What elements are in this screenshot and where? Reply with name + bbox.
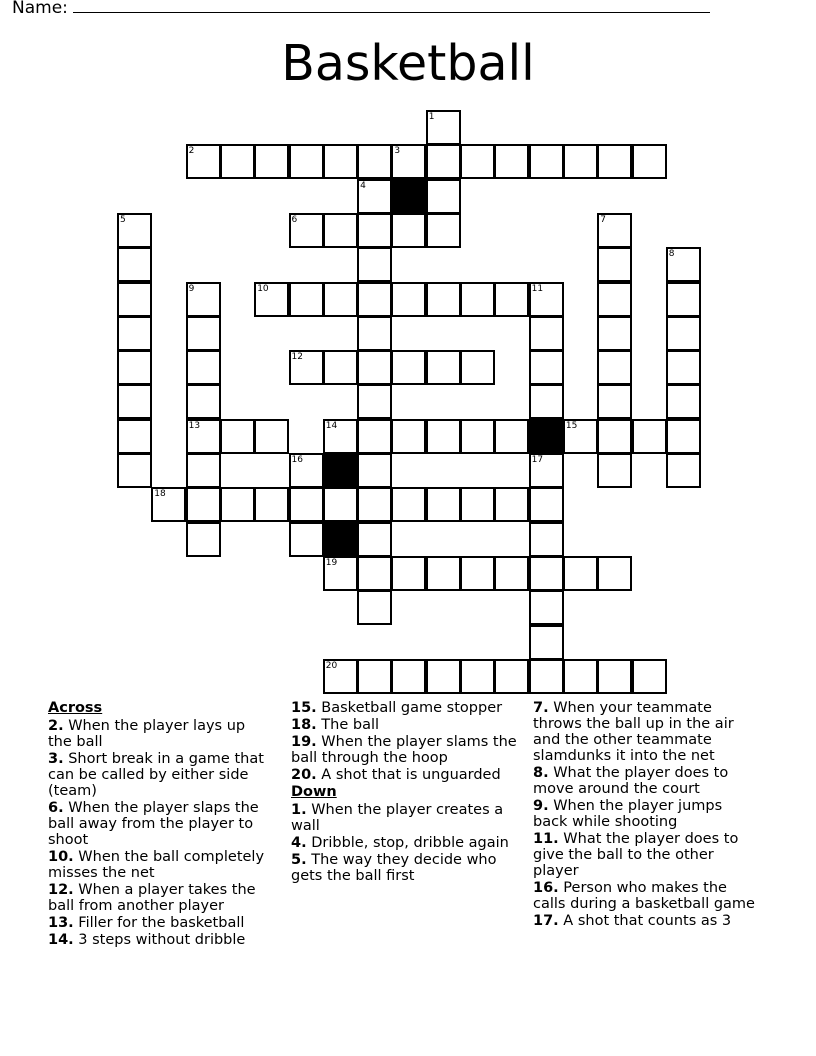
clue-item xyxy=(48,718,273,750)
clue-number: 4. xyxy=(291,835,307,851)
across-clue-list-continued xyxy=(291,700,519,783)
clues-column-2 xyxy=(291,700,519,885)
crossword-cell[interactable] xyxy=(357,316,392,351)
crossword-cell[interactable] xyxy=(289,522,324,557)
down-clue-list-continued xyxy=(533,700,758,929)
clue-number: 8. xyxy=(533,765,549,781)
clue-text: Person who makes the calls during a basketball game xyxy=(533,880,755,912)
crossword-cell[interactable] xyxy=(289,282,324,317)
crossword-cell[interactable] xyxy=(220,419,255,454)
crossword-cell[interactable] xyxy=(289,487,324,522)
crossword-cell[interactable] xyxy=(289,350,324,385)
across-clue-list xyxy=(48,718,273,948)
crossword-cell[interactable] xyxy=(254,144,289,179)
crossword-cell[interactable] xyxy=(597,453,632,488)
crossword-cell[interactable] xyxy=(323,556,358,591)
crossword-cell[interactable] xyxy=(323,659,358,694)
clue-number: 18. xyxy=(291,717,317,733)
clue-item xyxy=(291,852,519,884)
crossword-cell[interactable] xyxy=(357,590,392,625)
crossword-cell[interactable] xyxy=(117,384,152,419)
crossword-cell[interactable] xyxy=(289,213,324,248)
cell-number: 20 xyxy=(325,660,338,671)
cell-number: 11 xyxy=(531,283,544,294)
clue-text: When the player slaps the ball away from the player to shoot xyxy=(48,800,259,848)
crossword-cell[interactable] xyxy=(391,282,426,317)
crossword-cell[interactable] xyxy=(494,556,529,591)
crossword-cell[interactable] xyxy=(117,419,152,454)
clue-item xyxy=(291,767,519,783)
crossword-cell[interactable] xyxy=(186,453,221,488)
crossword-cell[interactable] xyxy=(597,282,632,317)
clue-text: Filler for the basketball xyxy=(73,915,245,931)
clue-text: When the player slams the ball through the hoop xyxy=(291,734,517,766)
name-label: Name: xyxy=(12,0,68,18)
crossword-cell[interactable] xyxy=(426,350,461,385)
crossword-cell[interactable] xyxy=(391,659,426,694)
crossword-cell[interactable] xyxy=(494,282,529,317)
crossword-cell[interactable] xyxy=(357,179,392,214)
crossword-cell[interactable] xyxy=(186,384,221,419)
crossword-cell[interactable] xyxy=(494,659,529,694)
cell-number: 3 xyxy=(394,146,401,157)
crossword-cell[interactable] xyxy=(529,316,564,351)
crossword-cell[interactable] xyxy=(529,282,564,317)
crossword-cell[interactable] xyxy=(460,282,495,317)
down-heading: Down xyxy=(291,784,337,800)
clue-text: When the player lays up the ball xyxy=(48,718,246,750)
clue-number: 3. xyxy=(48,751,64,767)
crossword-cell[interactable] xyxy=(117,350,152,385)
crossword-cell[interactable] xyxy=(529,453,564,488)
crossword-cell[interactable] xyxy=(254,487,289,522)
crossword-cell[interactable] xyxy=(529,590,564,625)
crossword-cell[interactable] xyxy=(426,556,461,591)
crossword-cell[interactable] xyxy=(632,659,667,694)
crossword-cell[interactable] xyxy=(563,659,598,694)
cell-number: 14 xyxy=(325,420,338,431)
clue-number: 17. xyxy=(533,913,559,929)
cell-number: 15 xyxy=(565,420,578,431)
crossword-cell[interactable] xyxy=(666,350,701,385)
crossword-cell[interactable] xyxy=(597,247,632,282)
crossword-cell[interactable] xyxy=(426,659,461,694)
crossword-cell[interactable] xyxy=(494,487,529,522)
clue-text: Short break in a game that can be called by either side (team) xyxy=(48,751,264,799)
crossword-cell[interactable] xyxy=(186,350,221,385)
clue-item xyxy=(48,800,273,848)
clue-text: Basketball game stopper xyxy=(316,700,503,716)
cell-number: 6 xyxy=(291,214,298,225)
clue-item xyxy=(291,734,519,766)
cell-number: 1 xyxy=(428,112,435,122)
cell-number: 17 xyxy=(531,455,544,465)
crossword-cell[interactable] xyxy=(357,350,392,385)
clue-number: 13. xyxy=(48,915,74,931)
clue-number: 14. xyxy=(48,932,74,948)
clue-text: When the ball completely misses the net xyxy=(48,849,265,881)
crossword-cell[interactable] xyxy=(186,522,221,557)
clue-item xyxy=(48,932,273,948)
clue-item xyxy=(533,831,758,879)
crossword-cell[interactable] xyxy=(254,419,289,454)
clue-number: 9. xyxy=(533,798,549,814)
crossword-block xyxy=(323,522,358,557)
crossword-cell[interactable] xyxy=(666,316,701,351)
crossword-cell[interactable] xyxy=(529,487,564,522)
clue-text: When a player takes the ball from another player xyxy=(48,882,256,914)
crossword-cell[interactable] xyxy=(357,247,392,282)
crossword-cell[interactable] xyxy=(391,556,426,591)
crossword-cell[interactable] xyxy=(426,419,461,454)
cell-number: 12 xyxy=(291,352,303,363)
crossword-cell[interactable] xyxy=(151,487,186,522)
crossword-cell[interactable] xyxy=(426,110,461,145)
crossword-cell[interactable] xyxy=(529,384,564,419)
clues-column-1 xyxy=(48,700,273,949)
crossword-cell[interactable] xyxy=(117,247,152,282)
clue-text: 3 steps without dribble xyxy=(73,932,246,948)
clue-number: 2. xyxy=(48,718,64,734)
crossword-cell[interactable] xyxy=(323,282,358,317)
cell-number: 13 xyxy=(188,420,201,431)
clue-number: 12. xyxy=(48,882,74,898)
crossword-cell[interactable] xyxy=(323,487,358,522)
cell-number: 8 xyxy=(668,249,675,260)
clue-text: When the player creates a wall xyxy=(291,802,504,834)
crossword-cell[interactable] xyxy=(666,384,701,419)
crossword-cell[interactable] xyxy=(460,419,495,454)
crossword-cell[interactable] xyxy=(597,659,632,694)
across-heading: Across xyxy=(48,700,103,716)
crossword-cell[interactable] xyxy=(597,419,632,454)
crossword-cell[interactable] xyxy=(186,144,221,179)
crossword-cell[interactable] xyxy=(357,144,392,179)
crossword-cell[interactable] xyxy=(597,384,632,419)
clue-number: 15. xyxy=(291,700,317,716)
clue-number: 10. xyxy=(48,849,74,865)
crossword-cell[interactable] xyxy=(117,453,152,488)
clue-number: 1. xyxy=(291,802,307,818)
crossword-cell[interactable] xyxy=(529,144,564,179)
crossword-block xyxy=(391,179,426,214)
crossword-cell[interactable] xyxy=(529,522,564,557)
crossword-block xyxy=(323,453,358,488)
crossword-cell[interactable] xyxy=(563,144,598,179)
clue-text: A shot that is unguarded xyxy=(316,767,501,783)
clue-number: 19. xyxy=(291,734,317,750)
crossword-cell[interactable] xyxy=(391,350,426,385)
clue-number: 7. xyxy=(533,700,549,716)
crossword-cell[interactable] xyxy=(460,659,495,694)
cell-number: 7 xyxy=(600,214,606,225)
cell-number: 5 xyxy=(120,214,126,225)
cell-number: 19 xyxy=(325,557,338,568)
crossword-cell[interactable] xyxy=(666,419,701,454)
clue-item xyxy=(291,700,519,716)
crossword-cell[interactable] xyxy=(357,659,392,694)
clue-item xyxy=(533,798,758,830)
crossword-cell[interactable] xyxy=(186,282,221,317)
clue-number: 5. xyxy=(291,852,307,868)
clue-number: 6. xyxy=(48,800,64,816)
crossword-cell[interactable] xyxy=(426,487,461,522)
crossword-block xyxy=(529,419,564,454)
clue-item xyxy=(291,802,519,834)
cell-number: 2 xyxy=(188,146,195,157)
crossword-cell[interactable] xyxy=(597,556,632,591)
crossword-cell[interactable] xyxy=(426,144,461,179)
clue-item xyxy=(48,882,273,914)
clue-text: The way they decide who gets the ball first xyxy=(291,852,497,884)
clue-number: 16. xyxy=(533,880,559,896)
crossword-cell[interactable] xyxy=(323,213,358,248)
crossword-cell[interactable] xyxy=(357,522,392,557)
clues-column-3 xyxy=(533,700,758,930)
crossword-cell[interactable] xyxy=(357,384,392,419)
crossword-cell[interactable] xyxy=(391,487,426,522)
cell-number: 9 xyxy=(188,283,195,294)
clue-text: When the player jumps back while shooting xyxy=(533,798,723,830)
cell-number: 4 xyxy=(360,180,366,191)
crossword-cell[interactable] xyxy=(666,247,701,282)
crossword-cell[interactable] xyxy=(391,419,426,454)
crossword-cell[interactable] xyxy=(529,659,564,694)
crossword-cell[interactable] xyxy=(426,179,461,214)
crossword-cell[interactable] xyxy=(117,282,152,317)
crossword-cell[interactable] xyxy=(597,213,632,248)
clue-item xyxy=(533,700,758,764)
clue-text: Dribble, stop, dribble again xyxy=(306,835,509,851)
clue-number: 11. xyxy=(533,831,559,847)
cell-number: 16 xyxy=(291,455,303,465)
crossword-cell[interactable] xyxy=(323,350,358,385)
crossword-cell[interactable] xyxy=(529,625,564,660)
clue-item xyxy=(533,913,758,929)
crossword-cell[interactable] xyxy=(357,487,392,522)
clue-text: What the player does to move around the court xyxy=(533,765,729,797)
crossword-cell[interactable] xyxy=(186,487,221,522)
crossword-cell[interactable] xyxy=(357,419,392,454)
crossword-cell[interactable] xyxy=(357,556,392,591)
clue-item xyxy=(291,835,519,851)
crossword-cell[interactable] xyxy=(357,213,392,248)
clue-item xyxy=(291,717,519,733)
crossword-cell[interactable] xyxy=(289,144,324,179)
clue-item xyxy=(48,915,273,931)
clue-number: 20. xyxy=(291,767,317,783)
crossword-cell[interactable] xyxy=(357,282,392,317)
crossword-cell[interactable] xyxy=(460,556,495,591)
crossword-cell[interactable] xyxy=(597,144,632,179)
crossword-cell[interactable] xyxy=(391,144,426,179)
cell-number: 18 xyxy=(154,489,166,500)
clue-text: A shot that counts as 3 xyxy=(558,913,732,929)
clue-text: When your teammate throws the ball up in the air and the other teammate slamdunks it into the net xyxy=(533,700,734,764)
crossword-cell[interactable] xyxy=(632,419,667,454)
crossword-cell[interactable] xyxy=(460,487,495,522)
crossword-cell[interactable] xyxy=(597,350,632,385)
crossword-cell[interactable] xyxy=(220,487,255,522)
crossword-cell[interactable] xyxy=(563,419,598,454)
crossword-cell[interactable] xyxy=(529,556,564,591)
crossword-cell[interactable] xyxy=(357,453,392,488)
crossword-cell[interactable] xyxy=(117,213,152,248)
crossword-cell[interactable] xyxy=(391,213,426,248)
crossword-cell[interactable] xyxy=(563,556,598,591)
crossword-cell[interactable] xyxy=(117,316,152,351)
down-clue-list xyxy=(291,802,519,884)
crossword-cell[interactable] xyxy=(254,282,289,317)
crossword-cell[interactable] xyxy=(460,144,495,179)
crossword-cell[interactable] xyxy=(666,282,701,317)
crossword-cell[interactable] xyxy=(323,144,358,179)
clue-item xyxy=(533,765,758,797)
clue-item xyxy=(48,751,273,799)
cell-number: 10 xyxy=(257,283,269,294)
crossword-cell[interactable] xyxy=(597,316,632,351)
crossword-cell[interactable] xyxy=(426,282,461,317)
crossword-cell[interactable] xyxy=(289,453,324,488)
clue-item xyxy=(48,849,273,881)
clue-text: What the player does to give the ball to the other player xyxy=(533,831,739,879)
page-title: Basketball xyxy=(281,35,535,92)
crossword-cell[interactable] xyxy=(494,144,529,179)
crossword-cell[interactable] xyxy=(426,213,461,248)
clue-item xyxy=(533,880,758,912)
crossword-cell[interactable] xyxy=(323,419,358,454)
crossword-cell[interactable] xyxy=(632,144,667,179)
crossword-cell[interactable] xyxy=(186,316,221,351)
crossword-cell[interactable] xyxy=(494,419,529,454)
crossword-cell[interactable] xyxy=(666,453,701,488)
crossword-cell[interactable] xyxy=(186,419,221,454)
crossword-cell[interactable] xyxy=(529,350,564,385)
clue-text: The ball xyxy=(316,717,380,733)
crossword-cell[interactable] xyxy=(220,144,255,179)
crossword-cell[interactable] xyxy=(460,350,495,385)
